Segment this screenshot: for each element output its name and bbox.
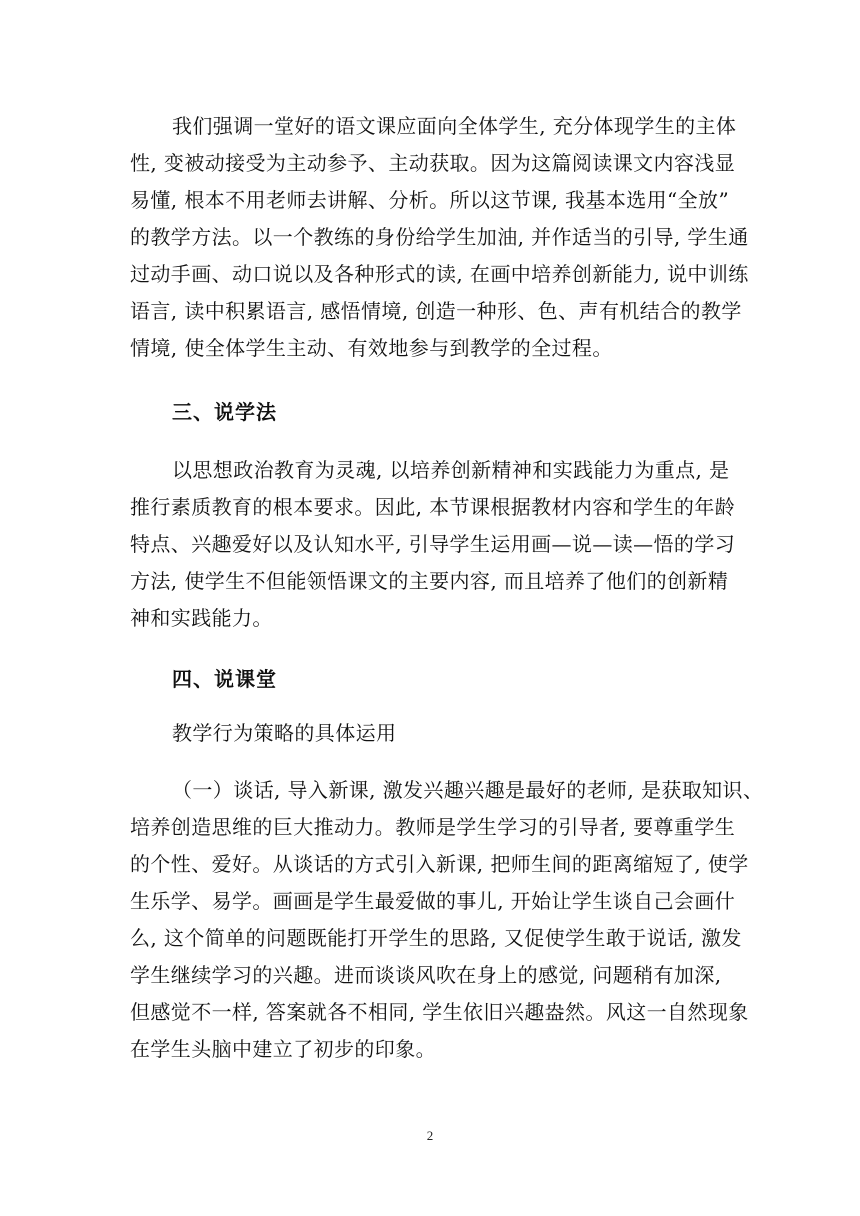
paragraph-line: （一）谈话, 导入新课, 激发兴趣兴趣是最好的老师, 是获取知识、: [172, 778, 764, 802]
paragraph-teaching-method: [130, 108, 749, 367]
paragraph-line: 我们强调一堂好的语文课应面向全体学生, 充分体现学生的主体: [172, 114, 737, 138]
paragraph-line: 以思想政治教育为灵魂, 以培养创新精神和实践能力为重点, 是: [172, 458, 730, 482]
paragraph-learning-method: [130, 452, 736, 637]
paragraph-line: 生乐学、易学。画画是学生最爱做的事儿, 开始让学生谈自己会画什: [130, 889, 736, 913]
paragraph-line: 在学生头脑中建立了初步的印象。: [130, 1037, 436, 1061]
paragraph-line: 易懂, 根本不用老师去讲解、分析。所以这节课, 我基本选用“全放”: [130, 188, 730, 212]
paragraph-line: 性, 变被动接受为主动参予、主动获取。因为这篇阅读课文内容浅显: [130, 151, 736, 175]
paragraph-line: 学生继续学习的兴趣。进而谈谈风吹在身上的感觉, 问题稍有加深,: [130, 963, 722, 987]
paragraph-line: 的教学方法。以一个教练的身份给学生加油, 并作适当的引导, 学生通: [130, 225, 749, 249]
section-heading-classroom: 四、说课堂: [172, 667, 277, 691]
paragraph-line: 但感觉不一样, 答案就各不相同, 学生依旧兴趣盎然。风这一自然现象: [130, 1000, 749, 1024]
section-heading-learning-method: 三、说学法: [172, 400, 277, 424]
paragraph-classroom-intro: [130, 772, 764, 1068]
paragraph-line: 神和实践能力。: [130, 606, 273, 630]
paragraph-line: 特点、兴趣爱好以及认知水平, 引导学生运用画—说—读—悟的学习: [130, 532, 736, 556]
paragraph-line: 情境, 使全体学生主动、有效地参与到教学的全过程。: [130, 336, 613, 360]
paragraph-line: 推行素质教育的根本要求。因此, 本节课根据教材内容和学生的年龄: [130, 495, 736, 519]
paragraph-line: 语言, 读中积累语言, 感悟情境, 创造一种形、色、声有机结合的教学: [130, 299, 742, 323]
page-number: 2: [426, 1128, 434, 1143]
paragraph-line: 方法, 使学生不但能领悟课文的主要内容, 而且培养了他们的创新精: [130, 569, 729, 593]
paragraph-line: 培养创造思维的巨大推动力。教师是学生学习的引导者, 要尊重学生: [130, 815, 736, 839]
paragraph-line: 么, 这个简单的问题既能打开学生的思路, 又促使学生敢于说话, 激发: [130, 926, 742, 950]
paragraph-line: 过动手画、动口说以及各种形式的读, 在画中培养创新能力, 说中训练: [130, 262, 749, 286]
subheading-strategy: 教学行为策略的具体运用: [172, 721, 397, 745]
paragraph-line: 的个性、爱好。从谈话的方式引入新课, 把师生间的距离缩短了, 使学: [130, 852, 749, 876]
